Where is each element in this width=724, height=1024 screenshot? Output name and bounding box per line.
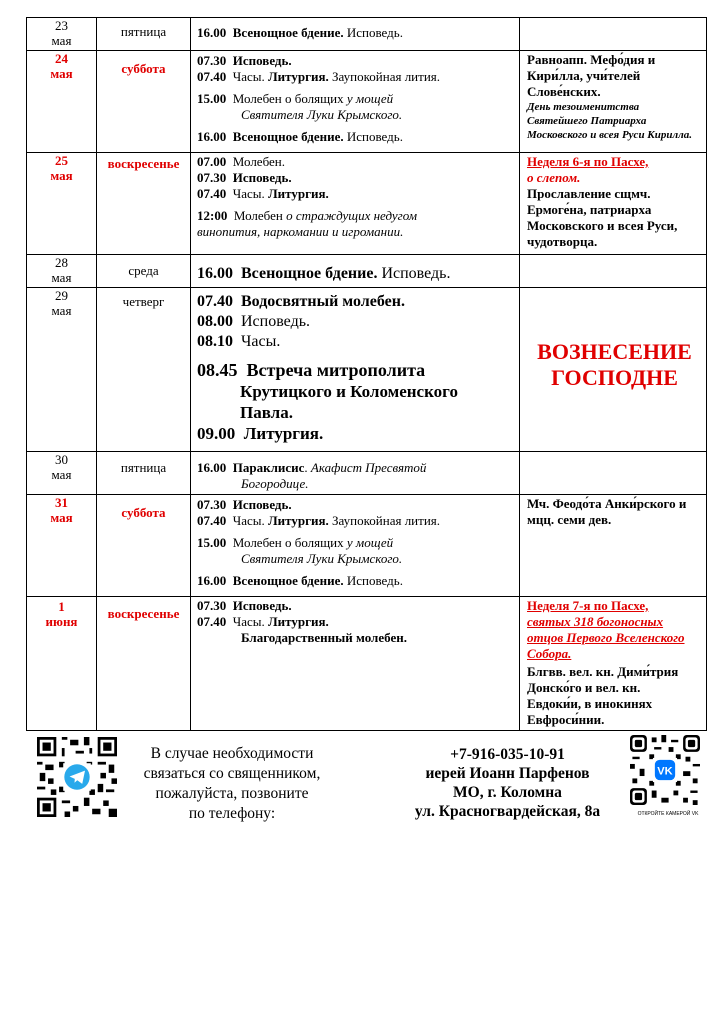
contact-footer	[0, 735, 724, 835]
svg-text:VK: VK	[657, 765, 673, 778]
month-name: мая	[50, 168, 73, 183]
saint-name: мцц. семи дев.	[527, 512, 612, 527]
service-extra: у мощей	[346, 535, 394, 550]
service-name: Всенощное бдение.	[232, 25, 344, 40]
day-number: 31	[55, 495, 68, 510]
message-line: В случае необходимости	[150, 745, 314, 762]
service-name: Благодарственный молебен.	[241, 630, 407, 645]
service-time: 16.00	[197, 129, 227, 144]
weekday-cell	[97, 495, 191, 597]
note-text: Святейшего Патриарха	[527, 115, 647, 127]
weekday: четверг	[122, 294, 165, 309]
service-time: 08.00	[197, 313, 233, 330]
service-extra: Святителя Луки Крымского.	[241, 551, 403, 566]
service-time: 07.30	[197, 53, 227, 68]
service-line	[197, 154, 515, 170]
saint-name: Ермоге́на, патриарха	[527, 202, 652, 217]
service-name: Встреча митрополита	[246, 360, 426, 380]
schedule-row	[27, 153, 707, 255]
notes-cell	[520, 288, 707, 452]
date-cell	[27, 495, 97, 597]
date-cell	[27, 51, 97, 153]
service-name: Часы.	[241, 333, 281, 350]
contact-info	[385, 745, 630, 821]
service-line	[197, 312, 515, 332]
service-time: 15.00	[197, 535, 227, 550]
service-line	[197, 129, 515, 145]
service-line	[197, 598, 515, 614]
notes-cell	[520, 51, 707, 153]
service-name: Молебен.	[232, 154, 285, 169]
service-line	[197, 52, 515, 69]
service-time: 07.40	[197, 69, 227, 84]
service-time: 16.00	[197, 25, 227, 40]
schedule-row	[27, 288, 707, 452]
message-line: по телефону:	[188, 805, 276, 822]
vk-qr-caption: ОТКРОЙТЕ КАМЕРОЙ VK	[637, 811, 699, 817]
service-name: Молебен о болящих	[232, 535, 347, 550]
vk-qr-code[interactable]	[630, 735, 700, 805]
services-cell	[191, 18, 520, 51]
saint-name: Донско́го и вел. кн.	[527, 680, 641, 695]
schedule-row	[27, 597, 707, 731]
schedule-row	[27, 51, 707, 153]
saint-name: Блгвв. вел. кн. Дими́трия	[527, 664, 679, 679]
telegram-qr-code[interactable]	[37, 737, 117, 817]
service-extra: Исповедь.	[343, 573, 403, 588]
month-name: июня	[45, 614, 78, 629]
service-line	[197, 614, 515, 630]
date-cell	[27, 255, 97, 288]
service-time: 15.00	[197, 91, 227, 106]
service-extra: о страждущих недугом	[286, 208, 418, 223]
month-name: мая	[51, 467, 72, 482]
day-number: 1	[58, 599, 65, 614]
service-line	[197, 208, 515, 224]
weekday: среда	[128, 263, 159, 278]
service-name: Крутицкого и Коломенского	[240, 382, 458, 401]
service-time: 07.40	[197, 614, 227, 629]
service-extra: Исповедь.	[377, 265, 451, 282]
service-time: 07.00	[197, 154, 227, 169]
date-cell	[27, 18, 97, 51]
feast-title: отцов Первого Вселенского	[527, 630, 685, 645]
day-number: 30	[55, 452, 68, 467]
weekday: суббота	[121, 61, 166, 76]
date-cell	[27, 288, 97, 452]
service-name: Молебен о болящих	[232, 91, 347, 106]
day-number: 29	[55, 288, 68, 303]
service-name: Параклисис	[232, 460, 305, 475]
service-line	[197, 91, 515, 107]
saint-name: Прославление сщмч.	[527, 186, 651, 201]
message-line: связаться со священником,	[143, 765, 321, 782]
saint-name: Кири́лла, учи́телей	[527, 68, 641, 83]
notes-cell	[520, 18, 707, 51]
service-name: Литургия.	[243, 424, 324, 443]
month-name: мая	[51, 303, 72, 318]
schedule-row	[27, 255, 707, 288]
punctuation: .	[304, 460, 311, 475]
service-time: 07.30	[197, 170, 227, 185]
service-name: Водосвятный молебен.	[241, 293, 405, 310]
service-extra: Часы.	[232, 513, 268, 528]
month-name: мая	[51, 33, 72, 48]
saint-name: Московского и всея Руси,	[527, 218, 678, 233]
feast-title: ВОЗНЕСЕНИЕ	[537, 339, 692, 364]
service-time: 16.00	[197, 573, 227, 588]
services-cell	[191, 255, 520, 288]
saint-name: Равноапп. Мефо́дия и	[527, 52, 656, 67]
schedule-row	[27, 18, 707, 51]
service-extra: Богородице.	[241, 476, 309, 491]
saint-name: чудотворца.	[527, 234, 598, 249]
service-time: 07.30	[197, 598, 227, 613]
service-name: Исповедь.	[232, 53, 292, 68]
service-name: Литургия.	[267, 69, 329, 84]
date-cell	[27, 597, 97, 731]
service-line	[197, 19, 515, 41]
service-extra: Заупокойная лития.	[328, 513, 441, 528]
notes-cell	[520, 153, 707, 255]
service-time: 07.40	[197, 293, 233, 310]
services-cell	[191, 288, 520, 452]
service-line	[197, 360, 515, 381]
weekday-cell	[97, 288, 191, 452]
service-name: Исповедь.	[232, 598, 292, 613]
services-cell	[191, 495, 520, 597]
service-extra: Заупокойная лития.	[328, 69, 441, 84]
service-time: 07.40	[197, 513, 227, 528]
service-line	[197, 513, 515, 529]
weekday-cell	[97, 18, 191, 51]
notes-cell	[520, 597, 707, 731]
day-number: 28	[55, 255, 68, 270]
schedule-table	[26, 17, 707, 731]
weekday: воскресенье	[107, 606, 180, 621]
saint-name: Евдоки́и, в инокинях	[527, 696, 653, 711]
weekday: пятница	[120, 24, 167, 39]
day-number: 23	[55, 18, 68, 33]
service-name: Молебен	[233, 208, 287, 223]
services-cell	[191, 597, 520, 731]
date-cell	[27, 452, 97, 495]
day-number: 25	[55, 153, 68, 168]
services-cell	[191, 452, 520, 495]
phone-number[interactable]: +7-916-035-10-91	[450, 746, 565, 763]
month-name: мая	[50, 510, 73, 525]
feast-title: о слепом.	[527, 170, 581, 185]
service-line	[197, 289, 515, 312]
service-time: 07.40	[197, 186, 227, 201]
service-extra: Святителя Луки Крымского.	[241, 107, 403, 122]
service-line	[197, 496, 515, 513]
note-text: День тезоименитства	[527, 101, 640, 113]
weekday: воскресенье	[107, 156, 180, 171]
weekday-cell	[97, 597, 191, 731]
contact-message	[122, 744, 342, 824]
service-line	[197, 69, 515, 85]
feast-title: святых 318 богоносных	[527, 614, 664, 629]
weekday: пятница	[120, 460, 167, 475]
service-name: Исповедь.	[241, 313, 311, 330]
month-name: мая	[51, 270, 72, 285]
service-line	[197, 535, 515, 551]
service-time: 07.30	[197, 497, 227, 512]
priest-name: иерей Иоанн Парфенов	[425, 765, 590, 782]
feast-title: Неделя 7-я по Пасхе,	[527, 598, 649, 613]
feast-block	[527, 289, 702, 391]
date-cell	[27, 153, 97, 255]
service-time: 16.00	[197, 265, 233, 282]
city-address: МО, г. Коломна	[453, 784, 562, 801]
service-name: Литургия.	[267, 614, 329, 629]
service-extra: Исповедь.	[343, 25, 403, 40]
service-extra: винопития, наркомании и игромании.	[197, 224, 404, 239]
notes-cell	[520, 495, 707, 597]
service-time: 12:00	[197, 208, 228, 223]
service-name: Литургия.	[267, 186, 329, 201]
service-extra: Акафист Пресвятой	[310, 460, 427, 475]
service-line	[197, 573, 515, 589]
weekday-cell	[97, 51, 191, 153]
feast-title: Собора.	[527, 646, 572, 661]
service-line	[197, 170, 515, 186]
weekday-cell	[97, 452, 191, 495]
street-address: ул. Красногвардейская, 8а	[414, 803, 601, 820]
service-name: Литургия.	[267, 513, 329, 528]
service-line	[197, 256, 515, 284]
service-extra: Часы.	[232, 69, 268, 84]
service-time: 16.00	[197, 460, 227, 475]
feast-title: ГОСПОДНЕ	[551, 365, 678, 390]
service-name: Всенощное бдение.	[232, 573, 344, 588]
service-name: Павла.	[240, 403, 293, 422]
day-number: 24	[55, 51, 68, 66]
message-line: пожалуйста, позвоните	[155, 785, 309, 802]
schedule-row	[27, 495, 707, 597]
schedule-row	[27, 452, 707, 495]
notes-cell	[520, 255, 707, 288]
service-extra: Часы.	[232, 186, 268, 201]
service-extra: Часы.	[232, 614, 268, 629]
service-extra: у мощей	[346, 91, 394, 106]
saint-name: Слове́нских.	[527, 84, 601, 99]
saint-name: Мч. Феодо́та Анки́рского и	[527, 496, 687, 511]
service-time: 08.10	[197, 333, 233, 350]
notes-cell	[520, 452, 707, 495]
services-cell	[191, 153, 520, 255]
services-cell	[191, 51, 520, 153]
service-line	[197, 186, 515, 202]
weekday-cell	[97, 255, 191, 288]
service-time: 08.45	[197, 360, 238, 380]
service-name: Исповедь.	[232, 170, 292, 185]
weekday-cell	[97, 153, 191, 255]
weekday: суббота	[121, 505, 166, 520]
note-text: Московского и всея Руси Кирилла.	[527, 129, 693, 141]
feast-title: Неделя 6-я по Пасхе,	[527, 154, 649, 169]
service-line	[197, 453, 515, 476]
month-name: мая	[50, 66, 73, 81]
service-time: 09.00	[197, 424, 236, 443]
service-name: Всенощное бдение.	[232, 129, 344, 144]
saint-name: Евфроси́нии.	[527, 712, 605, 727]
service-name: Всенощное бдение.	[241, 265, 378, 282]
service-name: Исповедь.	[232, 497, 292, 512]
service-line	[197, 332, 515, 352]
service-line	[197, 423, 515, 444]
service-extra: Исповедь.	[343, 129, 403, 144]
